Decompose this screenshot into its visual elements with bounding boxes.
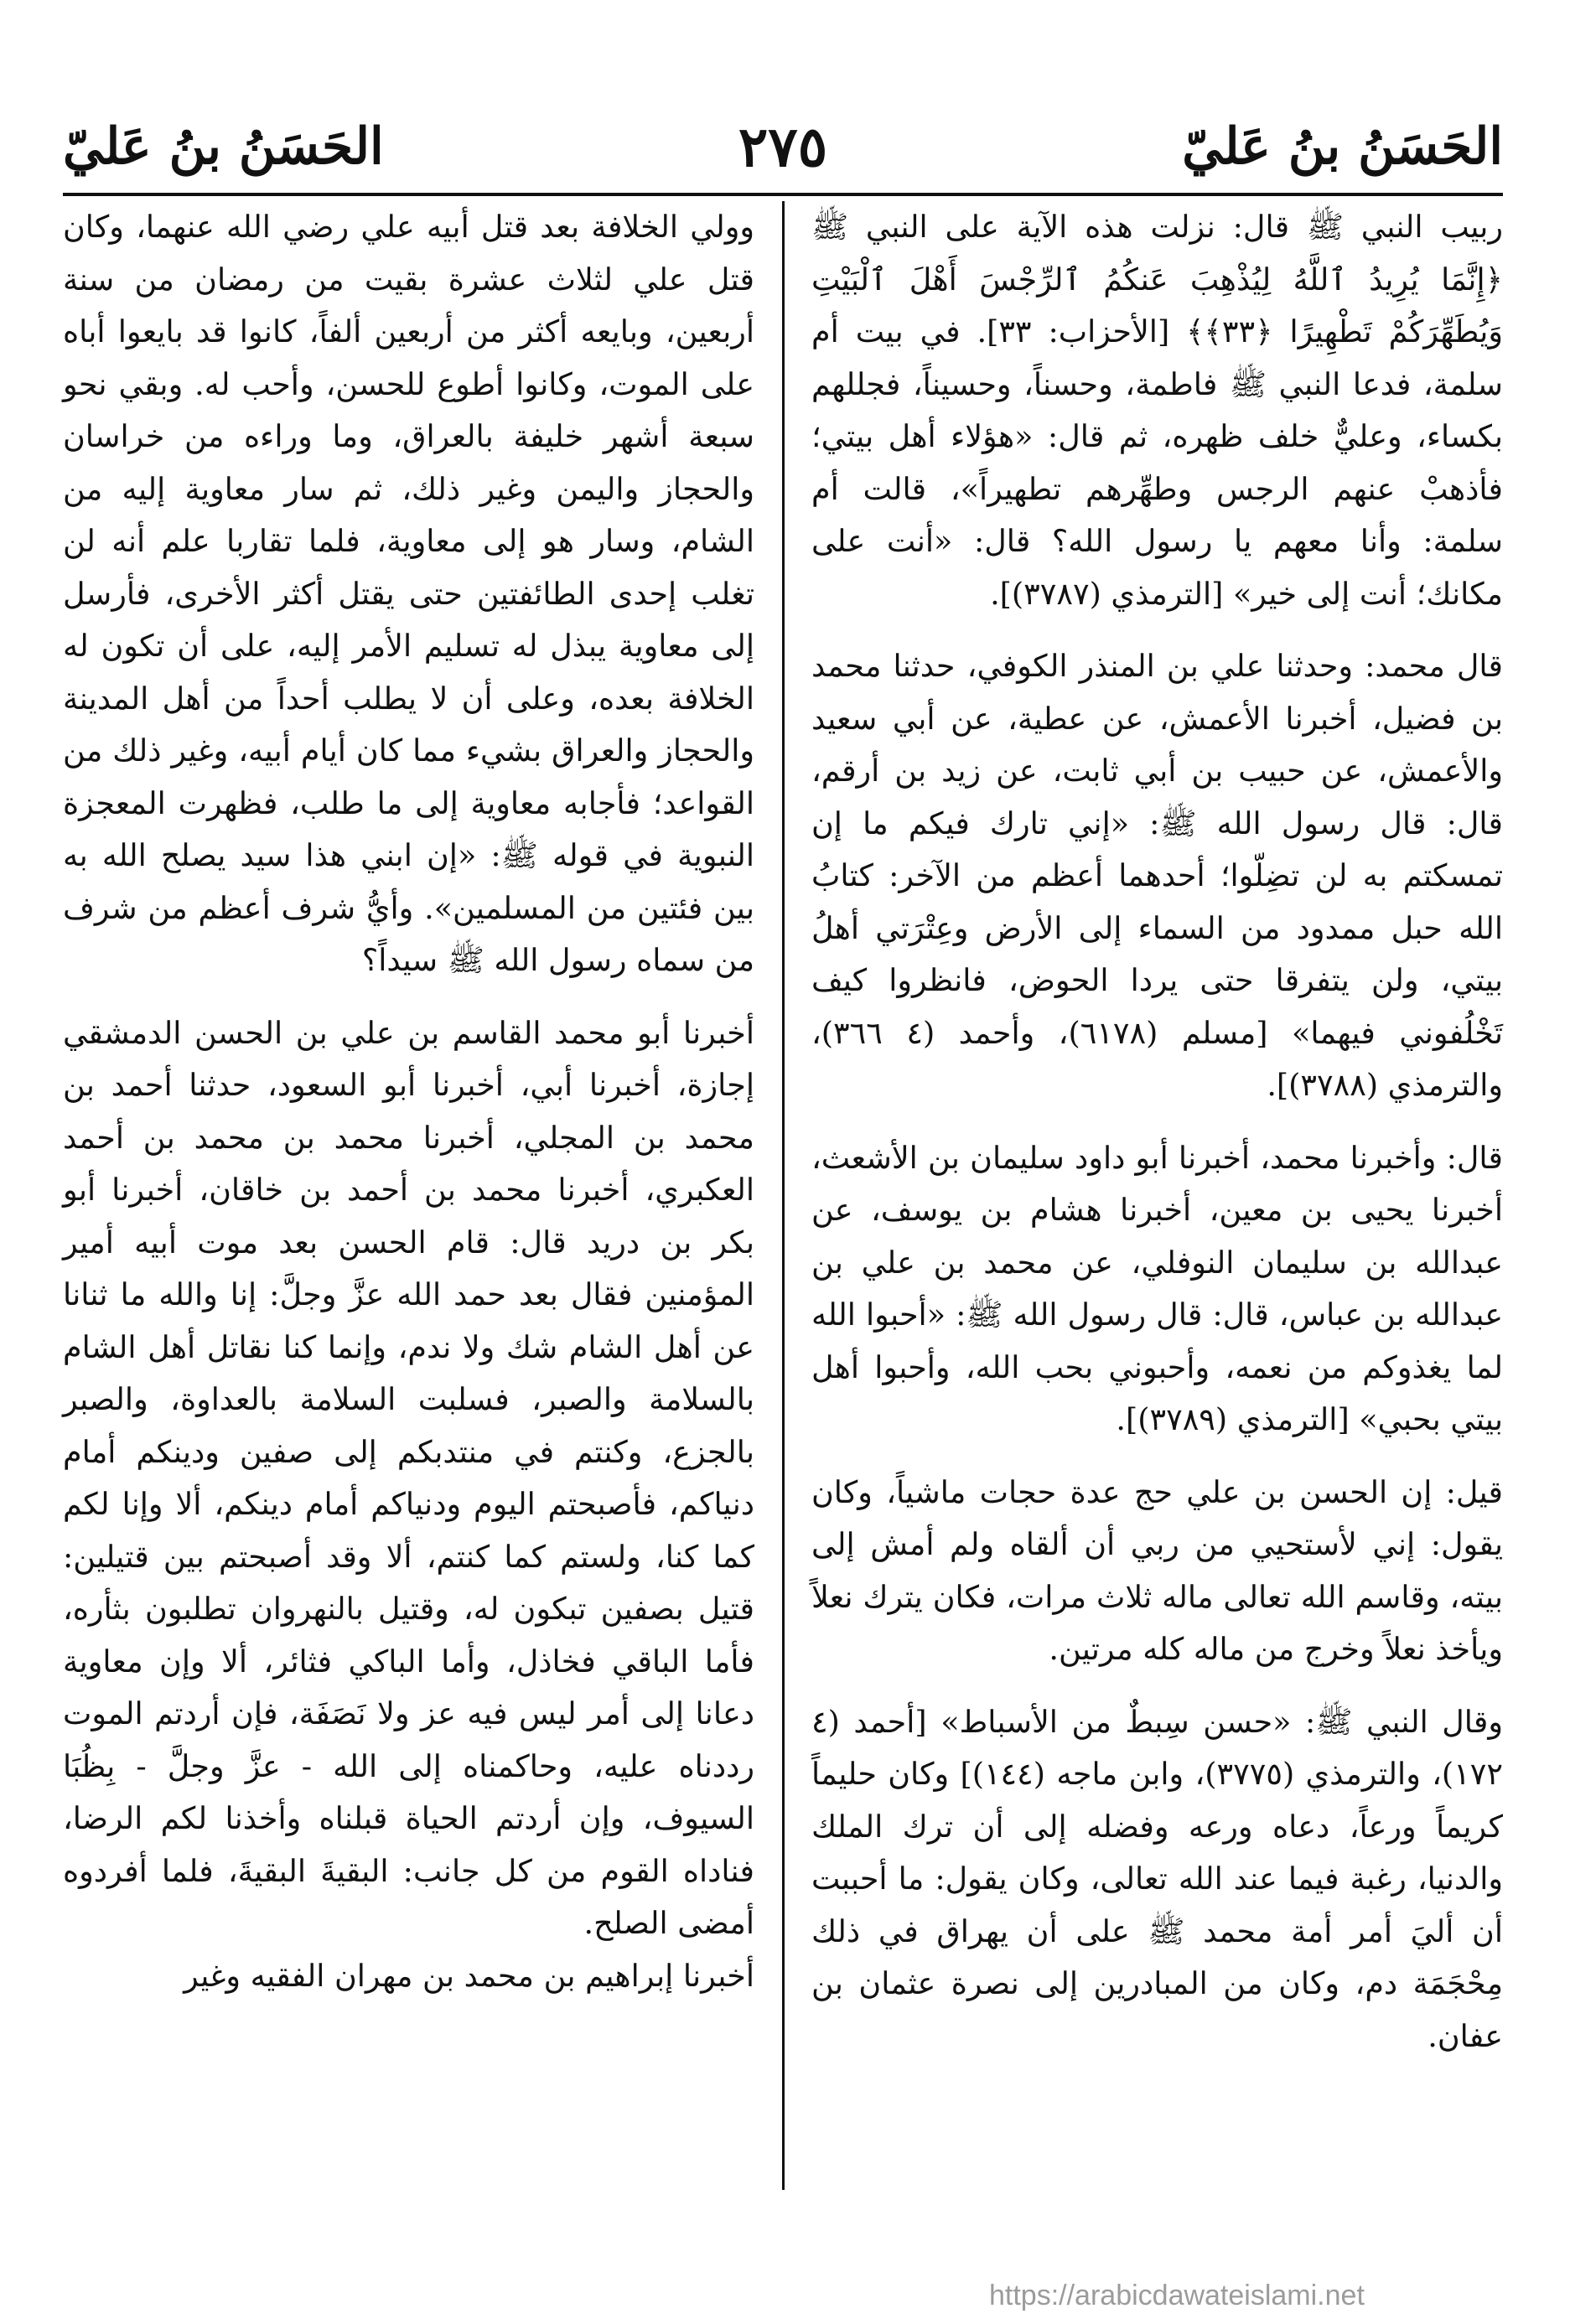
left-column xyxy=(63,201,754,2190)
paragraph: قال محمد: وحدثنا علي بن المنذر الكوفي، حدثنا محمد بن فضيل، أخبرنا الأعمش، عن عطية، عن أبي سعيد والأعمش، عن حبيب بن أبي ثابت، عن زيد بن أرقم، قال: قال رسول الله ﷺ: «إني تارك فيكم ما إن تمسكتم به لن تضِلّوا؛ أحدهما أعظم من الآخر: كتابُ الله حبل ممدود من السماء إلى الأرض وعِتْرَتي أهلُ بيتي، ولن يتفرقا حتى يردا الحوض، فانظروا كيف تَخْلُفوني فيهما» [مسلم (٦١٧٨)، وأحمد (٤ ٣٦٦)، والترمذي (٣٧٨٨)]. xyxy=(811,648,1503,1103)
text-columns xyxy=(63,201,1503,2190)
paragraph: أخبرنا إبراهيم بن محمد بن مهران الفقيه وغير xyxy=(184,1957,754,1994)
right-column xyxy=(811,201,1503,2190)
paragraph: وولي الخلافة بعد قتل أبيه علي رضي الله عنهما، وكان قتل علي لثلاث عشرة بقيت من رمضان من سنة أربعين، وبايعه أكثر من أربعين ألفاً، كانوا قد بايعوا أباه على الموت، وكانوا أطوع للحسن، وأحب له. وبقي نحو سبعة أشهر خليفة بالعراق، وما وراءه من خراسان والحجاز واليمن وغير ذلك، ثم سار معاوية إليه من الشام، وسار هو إلى معاوية، فلما تقاربا علم أنه لن تغلب إحدى الطائفتين حتى يقتل أكثر الأخرى، فأرسل إلى معاوية يبذل له تسليم الأمر إليه، على أن تكون له الخلافة بعده، وعلى أن لا يطلب أحداً من أهل المدينة والحجاز والعراق بشيء مما كان أيام أبيه، وغير ذلك من القواعد؛ فأجابه معاوية إلى ما طلب، فظهرت المعجزة النبوية في قوله ﷺ: «إن ابني هذا سيد يصلح الله به بين فئتين من المسلمين». وأيُّ شرف أعظم من شرف من سماه رسول الله ﷺ سيداً؟ xyxy=(63,209,754,978)
paragraph: قيل: إن الحسن بن علي حج عدة حجات ماشياً، وكان يقول: إني لأستحيي من ربي أن ألقاه ولم أمش إلى بيته، وقاسم الله تعالى ماله ثلاث مرات، فكان يترك نعلاً ويأخذ نعلاً وخرج من ماله كله مرتين. xyxy=(811,1473,1503,1667)
paragraph: ربيب النبي ﷺ قال: نزلت هذه الآية على النبي ﷺ ﴿إِنَّمَا يُرِيدُ ٱللَّهُ لِيُذْهِبَ عَنكُمُ ٱلرِّجْسَ أَهْلَ ٱلْبَيْتِ وَيُطَهِّرَكُمْ تَطْهِيرًا ﴿٣٣﴾﴾ [الأحزاب: ٣٣]. في بيت أم سلمة، فدعا النبي ﷺ فاطمة، وحسناً، وحسيناً، فجللهم بكساء، وعليٌّ خلف ظهره، ثم قال: «هؤلاء أهل بيتي؛ فأذهبْ عنهم الرجس وطهِّرهم تطهيراً»، قالت أم سلمة: وأنا معهم يا رسول الله؟ قال: «أنت على مكانك؛ أنت إلى خير» [الترمذي (٣٧٨٧)]. xyxy=(811,209,1503,612)
running-title-left: الحَسَنُ بنُ عَليّ xyxy=(63,117,384,176)
website-watermark: https://arabicdawateislami.net xyxy=(989,2280,1365,2311)
paragraph: قال: وأخبرنا محمد، أخبرنا أبو داود سليمان بن الأشعث، أخبرنا يحيى بن معين، أخبرنا هشام بن يوسف، عن عبدالله بن سليمان النوفلي، عن محمد بن علي بن عبدالله بن عباس، قال: قال رسول الله ﷺ: «أحبوا الله لما يغذوكم من نعمه، وأحبوني بحب الله، وأحبوا أهل بيتي بحبي» [الترمذي (٣٧٨٩)]. xyxy=(811,1139,1503,1437)
column-divider xyxy=(782,201,785,2190)
page-number: ٢٧٥ xyxy=(738,114,828,179)
page-header xyxy=(63,101,1503,196)
running-title-right: الحَسَنُ بنُ عَليّ xyxy=(1182,117,1503,176)
paragraph: أخبرنا أبو محمد القاسم بن علي بن الحسن الدمشقي إجازة، أخبرنا أبي، أخبرنا أبو السعود، حدثنا أحمد بن محمد بن المجلي، أخبرنا محمد بن محمد بن أحمد العكبري، أخبرنا محمد بن أحمد بن خاقان، أخبرنا أبو بكر بن دريد قال: قام الحسن بعد موت أبيه أمير المؤمنين فقال بعد حمد الله عزَّ وجلَّ: إنا والله ما ثنانا عن أهل الشام شك ولا ندم، وإنما كنا نقاتل أهل الشام بالسلامة والصبر، فسلبت السلامة بالعداوة، والصبر بالجزع، وكنتم في منتدبكم إلى صفين ودينكم أمام دنياكم، فأصبحتم اليوم ودنياكم أمام دينكم، ألا وإنا لكم كما كنا، ولستم كما كنتم، ألا وقد أصبحتم بين قتيلين: قتيل بصفين تبكون له، وقتيل بالنهروان تطلبون بثأره، فأما الباقي فخاذل، وأما الباكي فثائر، ألا وإن معاوية دعانا إلى أمر ليس فيه عز ولا نَصَفَة، فإن أردتم الموت رددناه عليه، وحاكمناه إلى الله - عزَّ وجلَّ - بِظُبَا السيوف، وإن أردتم الحياة قبلناه وأخذنا لكم الرضا، فناداه القوم من كل جانب: البقيةَ البقيةَ، فلما أفردوه أمضى الصلح. xyxy=(63,1014,754,1941)
paragraph: وقال النبي ﷺ: «حسن سِبطٌ من الأسباط» [أحمد (٤ ١٧٢)، والترمذي (٣٧٧٥)، وابن ماجه (١٤٤)] وكان حليماً كريماً ورعاً، دعاه ورعه وفضله إلى أن ترك الملك والدنيا، رغبة فيما عند الله تعالى، وكان يقول: ما أحببت أن أليَ أمر أمة محمد ﷺ على أن يهراق في ذلك مِحْجَمَة دم، وكان من المبادرين إلى نصرة عثمان بن عفان. xyxy=(811,1703,1503,2054)
